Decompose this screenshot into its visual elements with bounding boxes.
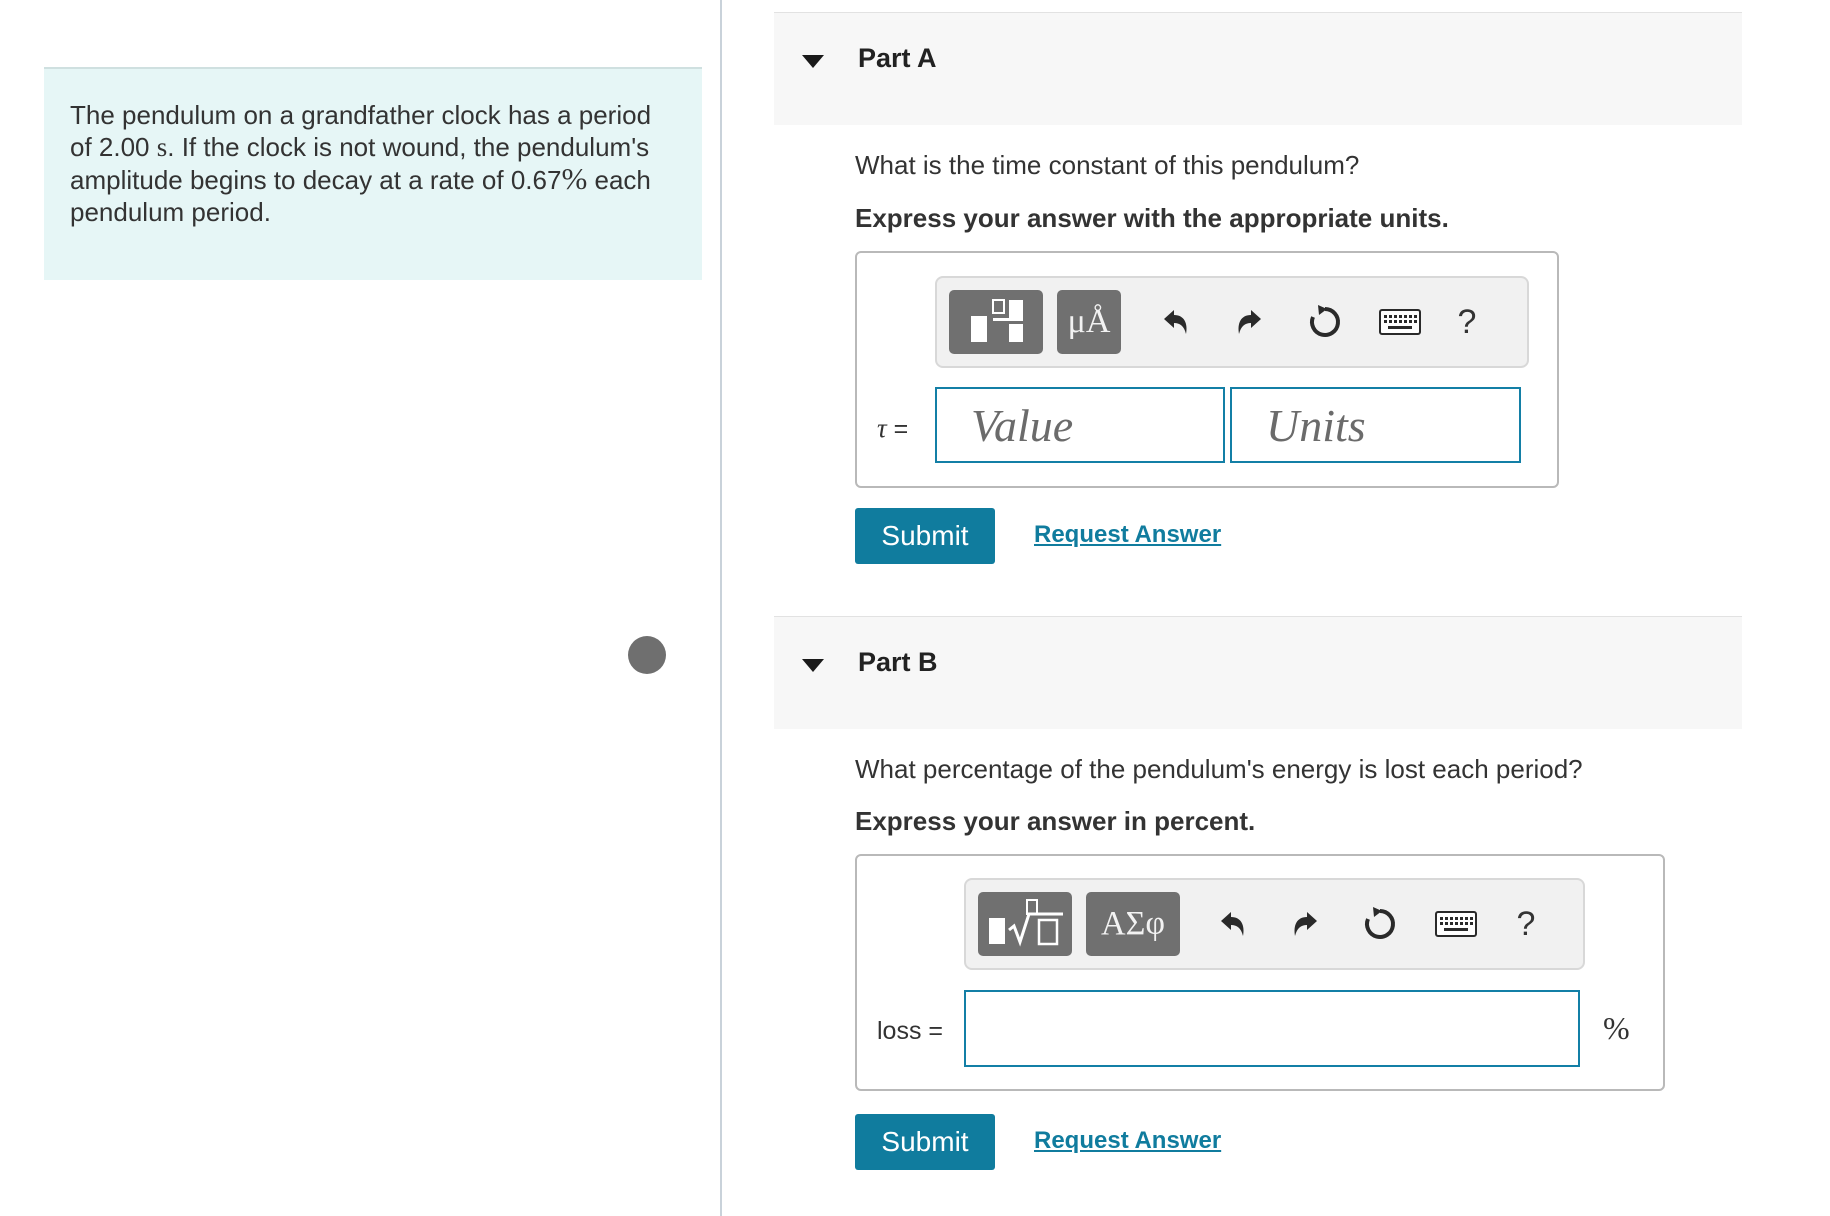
problem-pane (0, 0, 722, 1216)
redo-icon[interactable] (1280, 898, 1332, 950)
fraction-template-icon (961, 294, 1031, 350)
part-a-toolbar (935, 276, 1529, 368)
collapse-caret-icon[interactable] (802, 55, 824, 68)
help-button[interactable]: ? (1457, 303, 1477, 341)
tau-label: τ = (877, 413, 909, 443)
pane-resize-handle[interactable] (628, 636, 666, 674)
part-b-title: Part B (858, 647, 938, 677)
part-a-header[interactable] (774, 12, 1742, 125)
radical-template-icon (983, 896, 1067, 952)
redo-icon[interactable] (1224, 296, 1276, 348)
percent-symbol: % (561, 161, 588, 196)
part-b-request-answer-link[interactable]: Request Answer (1034, 1127, 1222, 1154)
loss-input[interactable] (964, 990, 1580, 1067)
part-b-question: What percentage of the pendulum's energy is lost each period? (855, 754, 1583, 784)
keyboard-icon[interactable] (1374, 296, 1426, 348)
part-a-question: What is the time constant of this pendulum? (855, 150, 1360, 180)
problem-text-3: each pendulum period. (70, 165, 651, 227)
undo-icon[interactable] (1206, 898, 1258, 950)
period-unit: s (156, 132, 168, 162)
part-a-submit-button[interactable]: Submit (855, 508, 995, 564)
problem-text-1: The pendulum on a grandfather clock has a period of 2.00 (70, 100, 652, 162)
keyboard-icon[interactable] (1430, 898, 1482, 950)
greek-symbols-button[interactable]: ΑΣφ (1086, 892, 1180, 956)
part-a-title: Part A (858, 43, 937, 73)
problem-statement (44, 67, 702, 280)
fraction-template-button[interactable] (949, 290, 1043, 354)
part-a-answer-box (855, 251, 1559, 488)
percent-unit-label: % (1603, 1010, 1630, 1046)
radical-template-button[interactable] (978, 892, 1072, 956)
part-b-toolbar (964, 878, 1585, 970)
reset-icon[interactable] (1354, 898, 1406, 950)
part-b-header[interactable] (774, 616, 1742, 729)
loss-label: loss = (877, 1017, 944, 1045)
help-button[interactable]: ? (1516, 905, 1536, 943)
units-symbols-button[interactable]: μÅ (1057, 290, 1121, 354)
part-b-answer-box (855, 854, 1665, 1091)
value-input[interactable] (935, 387, 1225, 463)
collapse-caret-icon[interactable] (802, 659, 824, 672)
part-a-instruction: Express your answer with the appropriate units. (855, 203, 1449, 233)
undo-icon[interactable] (1149, 296, 1201, 348)
units-input[interactable] (1230, 387, 1521, 463)
reset-icon[interactable] (1299, 296, 1351, 348)
part-b-instruction: Express your answer in percent. (855, 806, 1256, 836)
problem-text-2: . If the clock is not wound, the pendulum's amplitude begins to decay at a rate of 0.67 (70, 132, 650, 195)
part-a-request-answer-link[interactable]: Request Answer (1034, 521, 1222, 548)
part-b-submit-button[interactable]: Submit (855, 1114, 995, 1170)
